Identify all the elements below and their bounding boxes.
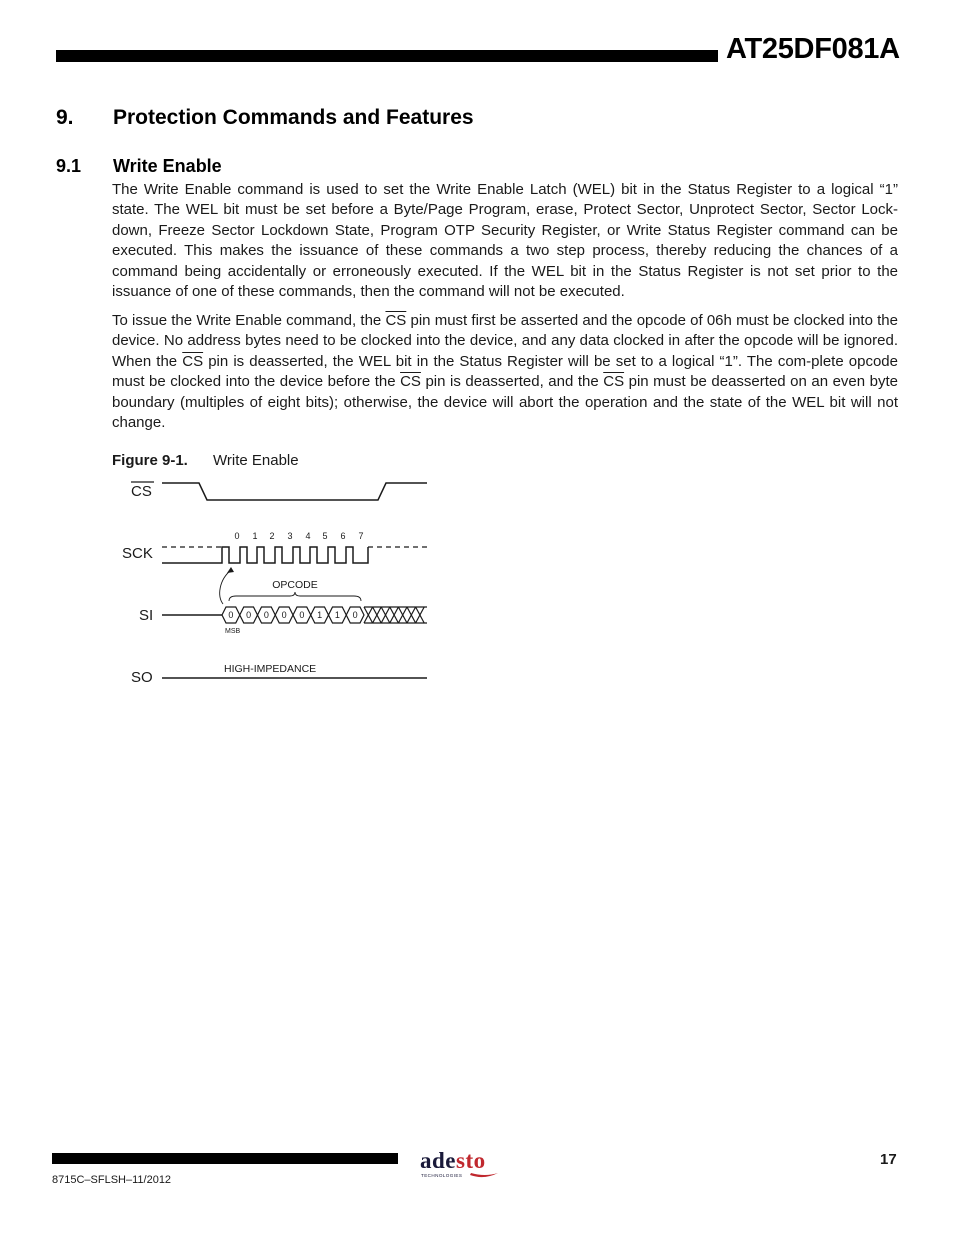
high-impedance-label: HIGH-IMPEDANCE bbox=[224, 663, 317, 675]
page-number: 17 bbox=[880, 1151, 897, 1168]
subsection-heading bbox=[56, 156, 222, 177]
footer-rule bbox=[52, 1153, 398, 1164]
arrow-head bbox=[227, 567, 234, 573]
opcode-bit-value: 0 bbox=[281, 610, 287, 620]
figure-label: Figure 9-1. bbox=[112, 452, 188, 469]
opcode-bit-value: 0 bbox=[246, 610, 252, 620]
opcode-bit-value: 1 bbox=[317, 610, 323, 620]
paragraph-2-text: pin must be deasserted on an even byte boundary (multiples of eight bits); otherwise, the device will abort the operation and the state of the WEL bit will not change. bbox=[112, 373, 898, 432]
logo-subtitle: TECHNOLOGIES bbox=[421, 1173, 463, 1178]
so-signal-label: SO bbox=[131, 669, 153, 686]
opcode-bit-value: 0 bbox=[263, 610, 269, 620]
opcode-label: OPCODE bbox=[272, 579, 318, 591]
logo-text-a: ade bbox=[420, 1148, 456, 1173]
opcode-bit-value: 0 bbox=[352, 610, 358, 620]
subsection-number: 9.1 bbox=[56, 156, 82, 176]
header-rule bbox=[56, 50, 718, 62]
clock-number: 4 bbox=[305, 531, 311, 541]
paragraph-2-text: pin must first be asserted and the opcode of 06h must be clocked into the device. No address bytes need to be clocked into the device, and any data clocked in after the opcode will be ignored. When the bbox=[112, 312, 898, 370]
logo-text-b: sto bbox=[456, 1148, 486, 1173]
paragraph-2-text: To issue the Write Enable command, the bbox=[112, 312, 386, 329]
cs-overline: $\overline{CS}$ bbox=[385, 312, 407, 329]
section-title: Protection Commands and Features bbox=[113, 106, 474, 129]
opcode-brace bbox=[229, 592, 361, 601]
sck-clock-pulses bbox=[162, 547, 368, 563]
clock-number: 6 bbox=[340, 531, 346, 541]
logo-swoosh bbox=[470, 1173, 498, 1177]
si-signal-label: SI bbox=[139, 607, 154, 624]
paragraph-2 bbox=[112, 311, 898, 433]
cs-overline: $\overline{CS}$ bbox=[603, 373, 625, 391]
cs-overline: $\overline{CS}$ bbox=[400, 373, 421, 391]
dont-care-region bbox=[364, 607, 427, 623]
subsection-title: Write Enable bbox=[113, 156, 222, 176]
cs-waveform bbox=[162, 483, 427, 500]
cs-overline: $\overline{CS}$ bbox=[182, 352, 204, 370]
clock-number: 0 bbox=[234, 531, 240, 541]
doc-title: AT25DF081A bbox=[726, 33, 900, 65]
figure-title: Write Enable bbox=[213, 452, 299, 469]
paragraph-2-text: pin is deasserted, and the bbox=[420, 373, 604, 391]
figure-caption bbox=[112, 452, 299, 469]
timing-diagram bbox=[110, 472, 440, 692]
doc-code: 8715C–SFLSH–11/2012 bbox=[52, 1174, 172, 1186]
section-heading bbox=[56, 106, 474, 130]
paragraph-2-text: pin is deasserted, the WEL bit in the Status Register will be set to a logical “1”. The com-plete opcode must be clocked into the device before the bbox=[112, 352, 898, 391]
clock-number: 3 bbox=[287, 531, 293, 541]
clock-number: 1 bbox=[252, 531, 258, 541]
adesto-logo bbox=[418, 1146, 504, 1182]
clock-number: 5 bbox=[322, 531, 328, 541]
opcode-bit-value: 0 bbox=[299, 610, 305, 620]
msb-label: MSB bbox=[225, 628, 241, 635]
cs-signal-label: CS bbox=[131, 483, 152, 500]
sck-signal-label: SCK bbox=[122, 545, 153, 562]
clock-number: 2 bbox=[269, 531, 275, 541]
logo-wordmark bbox=[420, 1148, 486, 1173]
opcode-bit-value: 0 bbox=[228, 610, 234, 620]
section-number: 9. bbox=[56, 106, 74, 129]
paragraph-1: The Write Enable command is used to set the Write Enable Latch (WEL) bit in the Status Register to a logical “1” state. The WEL bit must be set before a Byte/Page Program, erase, Protect Sector, Unprotect Sector, Sector Lock-down, Freeze Sector Lockdown State, Program OTP Security Register, or Write Status Register command can be executed. This makes the issuance of these commands a two step process, thereby reducing the chances of a command being accidentally or erroneously executed. If the WEL bit in the Status Register is not set prior to the issuance of one of these commands, then the command will not be executed. bbox=[112, 181, 898, 301]
clock-number: 7 bbox=[358, 531, 364, 541]
opcode-bit-value: 1 bbox=[334, 610, 340, 620]
